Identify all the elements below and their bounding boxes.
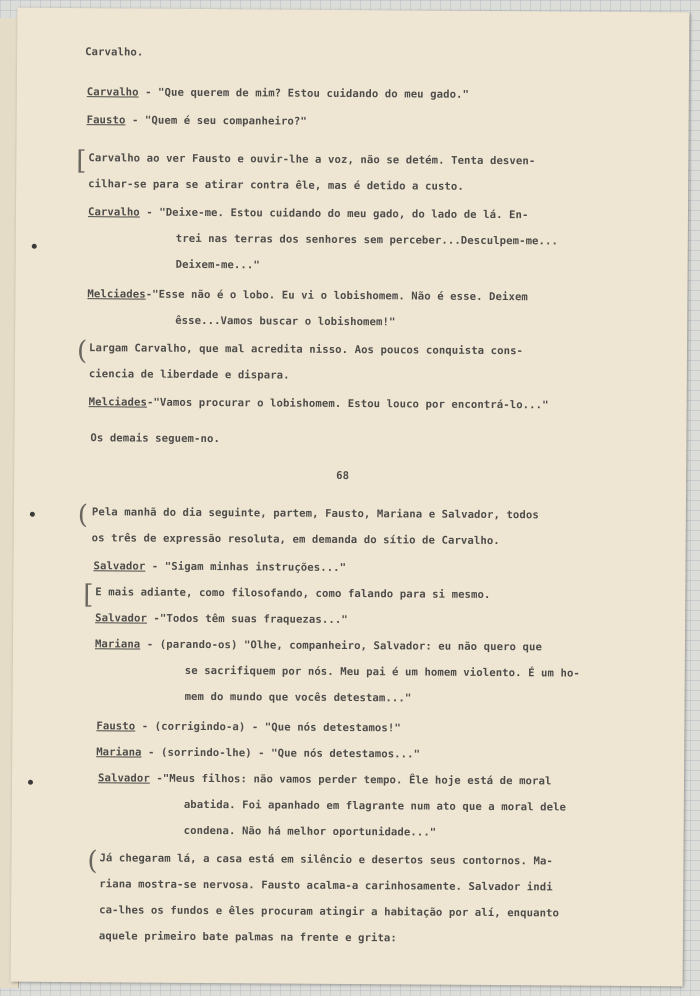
punch-hole xyxy=(30,512,35,517)
dialogue-text: condena. Não há melhor oportunidade..." xyxy=(183,824,437,839)
stage-direction: Já chegaram lá, a casa está em silêncio e desertos seus contornos. Ma- xyxy=(99,852,553,868)
speaker-name: Mariana xyxy=(94,638,141,651)
dialogue-line: Salvador -"Meus filhos: não vamos perder tempo. Êle hoje está de moral xyxy=(97,772,552,788)
dialogue-text: Quem é seu companheiro?" xyxy=(151,114,307,128)
punch-hole xyxy=(28,780,33,785)
dialogue-text: mem do mundo que vocês detestam..." xyxy=(184,690,412,705)
stage-direction: ciencia de liberdade e dispara. xyxy=(88,368,290,382)
dialogue-line: Mariana - (parando-os) "Olhe, companheiro, Salvador: eu não quero que xyxy=(94,638,542,654)
dialogue-text: (sorrindo-lhe) - "Que nós detestamos..." xyxy=(160,746,421,761)
stage-direction: E mais adiante, como filosofando, como falando para si mesmo. xyxy=(95,586,491,601)
stage-direction: os três de expressão resoluta, em demanda do sítio de Carvalho. xyxy=(91,532,500,548)
dialogue-line: Carvalho - "Deixe-me. Estou cuidando do meu gado, do lado de lá. En- xyxy=(87,206,529,222)
dialogue-text: Todos têm suas fraquezas..." xyxy=(166,612,348,626)
margin-bracket-mark: [ xyxy=(76,146,87,177)
punch-hole xyxy=(32,244,37,249)
dialogue-text: Esse não é o lobo. Eu vi o lobishomem. Não é esse. Deixem xyxy=(158,288,528,304)
dialogue-text: trei nas terras dos senhores sem perceber...Desculpem-me... xyxy=(175,232,559,248)
speaker-name: Mariana xyxy=(96,746,142,759)
speaker-name: Melciades xyxy=(88,396,148,409)
stage-direction: cilhar-se para se atirar contra êle, mas é detido a custo. xyxy=(88,178,464,193)
dialogue-line: Melciades-"Esse não é o lobo. Eu vi o lobishomem. Não é esse. Deixem xyxy=(87,288,528,304)
dialogue-text: Vamos procurar o lobishomem. Estou louco por encontrá-lo..." xyxy=(159,396,549,412)
dialogue-text: Sigam minhas instruções..." xyxy=(171,560,347,574)
dialogue-text: Deixem-me..." xyxy=(175,258,260,272)
dialogue-line: Fausto - "Quem é seu companheiro?" xyxy=(86,114,307,128)
page-number: 68 xyxy=(336,469,350,482)
dialogue-line: Salvador -"Todos têm suas fraquezas..." xyxy=(95,612,348,626)
speaker-name: Melciades xyxy=(87,288,146,301)
stage-direction: ca-lhes os fundos e êles procuram atingir a habitação por alí, enquanto xyxy=(99,904,560,920)
dialogue-text: êsse...Vamos buscar o lobishomem!" xyxy=(175,314,396,329)
stage-direction: aquele primeiro bate palmas na frente e grita: xyxy=(98,930,397,945)
dialogue-text: Que querem de mim? Estou cuidando do meu gado." xyxy=(164,86,470,101)
dialogue-line: Melciades-"Vamos procurar o lobishomem. Estou louco por encontrá-lo..." xyxy=(88,396,549,412)
speaker-name: Salvador xyxy=(93,560,146,573)
stage-direction: Largam Carvalho, que mal acredita nisso. Aos poucos conquista cons- xyxy=(88,342,524,358)
scene-heading: Carvalho. xyxy=(85,46,144,59)
dialogue-text: (corrigindo-a) - "Que nós detestamos!" xyxy=(154,720,401,735)
stage-direction: riana mostra-se nervosa. Fausto acalma-a carinhosamente. Salvador indi xyxy=(99,878,553,894)
dialogue-line: Salvador - "Sigam minhas instruções..." xyxy=(93,560,347,574)
margin-bracket-mark: [ xyxy=(83,580,94,611)
margin-bracket-mark: ( xyxy=(77,500,89,531)
typewritten-page xyxy=(11,8,690,987)
speaker-name: Fausto xyxy=(86,114,126,127)
dialogue-text: (parando-os) "Olhe, companheiro, Salvador: eu não quero que xyxy=(159,638,542,654)
dialogue-line: Fausto - (corrigindo-a) - "Que nós detestamos!" xyxy=(96,720,401,735)
margin-bracket-mark: ( xyxy=(87,846,98,877)
margin-bracket-mark: ( xyxy=(76,336,88,367)
speaker-name: Salvador xyxy=(97,772,150,785)
stage-direction: Os demais seguem-no. xyxy=(90,432,221,446)
speaker-name: Carvalho xyxy=(86,86,139,99)
speaker-name: Fausto xyxy=(96,720,136,733)
dialogue-text: se sacrifiquem por nós. Meu pai é um homem violento. É um ho- xyxy=(184,664,580,680)
stage-direction: Pela manhã do dia seguinte, partem, Fausto, Mariana e Salvador, todos xyxy=(91,506,539,522)
dialogue-line: Carvalho - "Que querem de mim? Estou cuidando do meu gado." xyxy=(86,86,470,101)
dialogue-text: Deixe-me. Estou cuidando do meu gado, do lado de lá. En- xyxy=(165,206,529,222)
speaker-name: Salvador xyxy=(95,612,148,625)
dialogue-text: abatida. Foi apanhado em flagrante num ato que a moral dele xyxy=(183,798,567,814)
stage-direction: Carvalho ao ver Fausto e ouvir-lhe a voz, não se detém. Tenta desven- xyxy=(88,152,536,168)
dialogue-line: Mariana - (sorrindo-lhe) - "Que nós detestamos..." xyxy=(96,746,421,761)
speaker-name: Carvalho xyxy=(87,206,140,219)
dialogue-text: Meus filhos: não vamos perder tempo. Êle hoje está de moral xyxy=(169,772,552,788)
